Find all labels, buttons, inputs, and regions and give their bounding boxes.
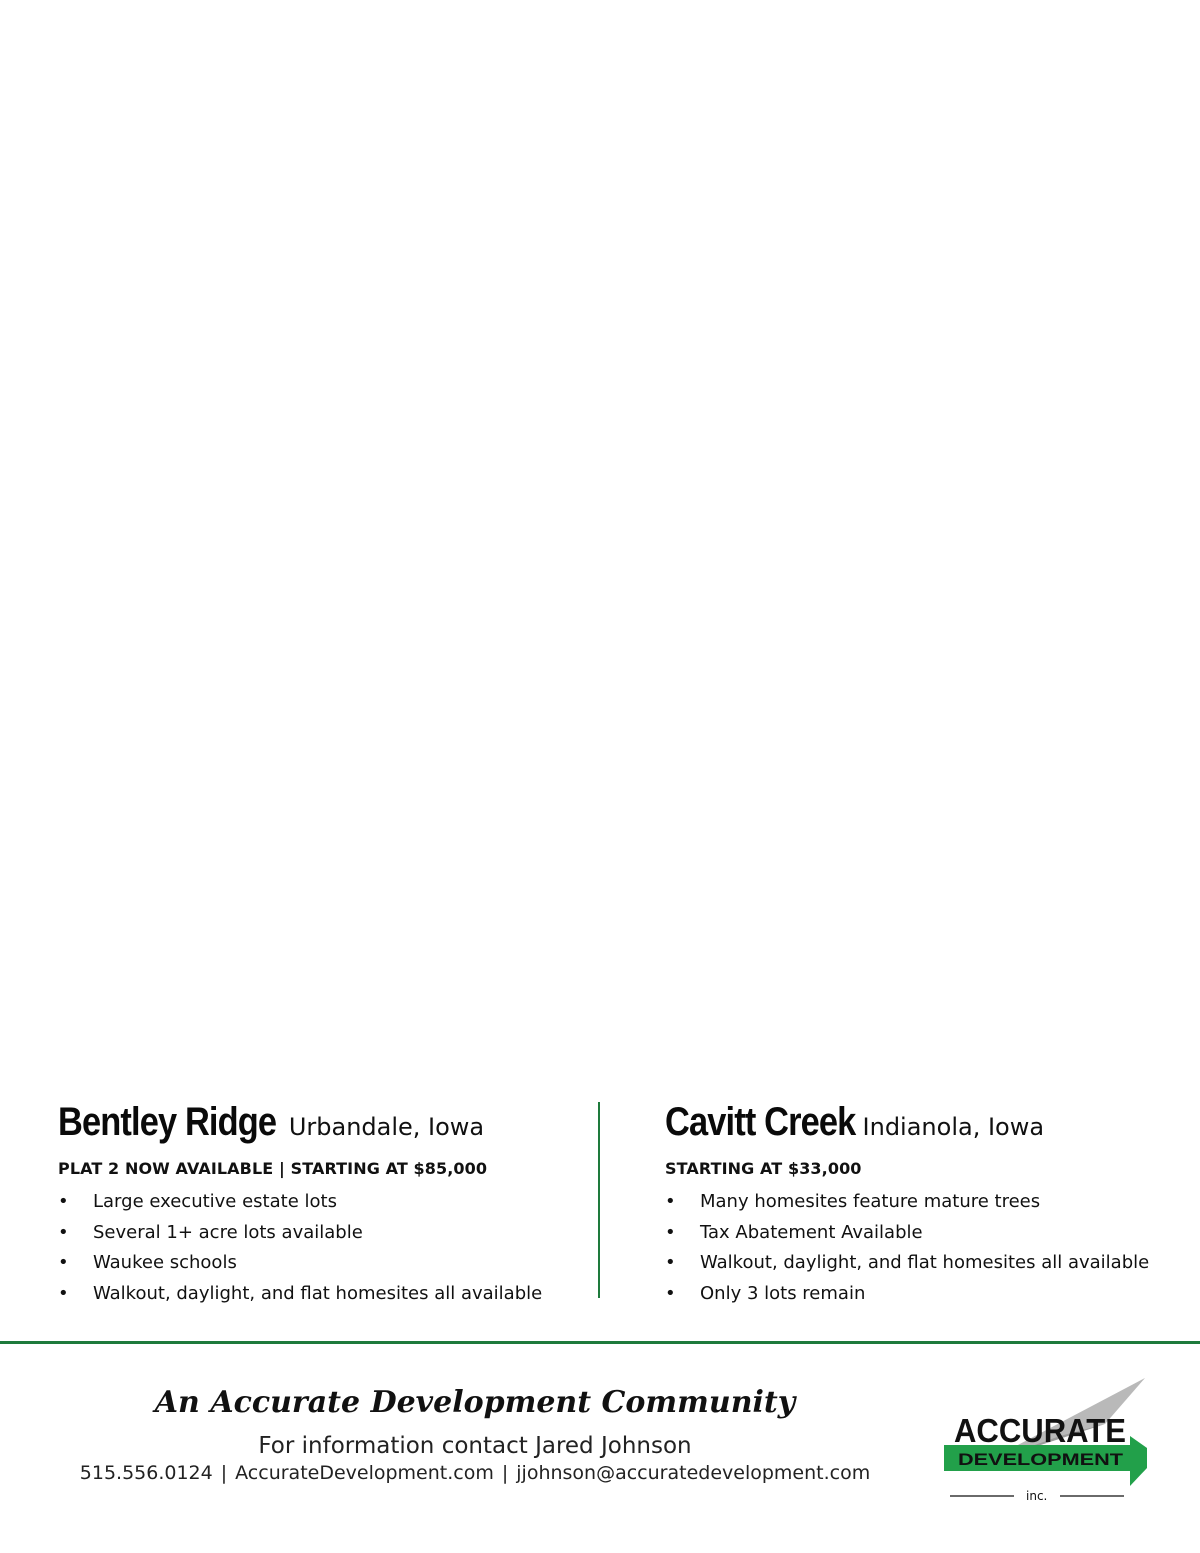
feature-text: Walkout, daylight, and flat homesites all available <box>700 1252 1150 1273</box>
feature-text: Waukee schools <box>93 1252 237 1273</box>
list-item <box>665 1279 1185 1310</box>
bullet-icon: • <box>665 1191 676 1212</box>
bullet-icon: • <box>665 1252 676 1273</box>
company-logo <box>940 1376 1155 1506</box>
list-item <box>665 1218 1185 1249</box>
feature-text: Many homesites feature mature trees <box>700 1191 1041 1212</box>
community-name: Cavitt Creek <box>665 1100 856 1144</box>
listing-bentley-ridge <box>58 1102 578 1309</box>
list-item <box>665 1248 1185 1279</box>
listing-tagline: STARTING AT $33,000 <box>665 1159 862 1178</box>
bullet-icon: • <box>665 1282 676 1304</box>
footer-contact-links <box>20 1462 930 1484</box>
separator: | <box>501 1462 509 1484</box>
footer-contact: For information contact Jared Johnson <box>258 1433 692 1459</box>
website-link[interactable]: AccurateDevelopment.com <box>235 1462 494 1484</box>
phone-number[interactable]: 515.556.0124 <box>79 1462 213 1484</box>
community-name: Bentley Ridge <box>58 1100 277 1144</box>
footer-heading: An Accurate Development Community <box>154 1385 796 1420</box>
bullet-icon: • <box>58 1282 69 1304</box>
listing-title <box>58 1102 578 1152</box>
footer-divider <box>0 1341 1200 1344</box>
bullet-icon: • <box>58 1191 69 1212</box>
feature-list <box>58 1187 578 1309</box>
listing-title <box>665 1102 1185 1152</box>
listing-tagline: PLAT 2 NOW AVAILABLE | STARTING AT $85,000 <box>58 1159 488 1178</box>
feature-text: Tax Abatement Available <box>700 1221 923 1243</box>
logo-word-development: DEVELOPMENT <box>958 1450 1124 1469</box>
separator: | <box>220 1462 228 1484</box>
list-item <box>58 1218 578 1249</box>
community-city: Urbandale, Iowa <box>288 1113 485 1141</box>
list-item <box>58 1187 578 1218</box>
listing-cavitt-creek <box>665 1102 1185 1309</box>
list-item <box>665 1187 1185 1218</box>
logo-arrow-icon <box>1130 1436 1147 1486</box>
list-item <box>58 1248 578 1279</box>
list-item <box>58 1279 578 1310</box>
community-city: Indianola, Iowa <box>862 1113 1045 1141</box>
bullet-icon: • <box>665 1221 676 1243</box>
feature-text: Only 3 lots remain <box>700 1282 866 1304</box>
feature-text: Several 1+ acre lots available <box>93 1221 363 1243</box>
column-divider <box>598 1102 600 1298</box>
feature-text: Large executive estate lots <box>93 1191 337 1212</box>
bullet-icon: • <box>58 1221 69 1243</box>
feature-text: Walkout, daylight, and flat homesites all available <box>93 1282 543 1304</box>
feature-list <box>665 1187 1185 1309</box>
email-link[interactable]: jjohnson@accuratedevelopment.com <box>516 1462 871 1484</box>
logo-word-inc: inc. <box>1026 1489 1048 1503</box>
logo-word-accurate: ACCURATE <box>954 1412 1126 1449</box>
bullet-icon: • <box>58 1252 69 1273</box>
